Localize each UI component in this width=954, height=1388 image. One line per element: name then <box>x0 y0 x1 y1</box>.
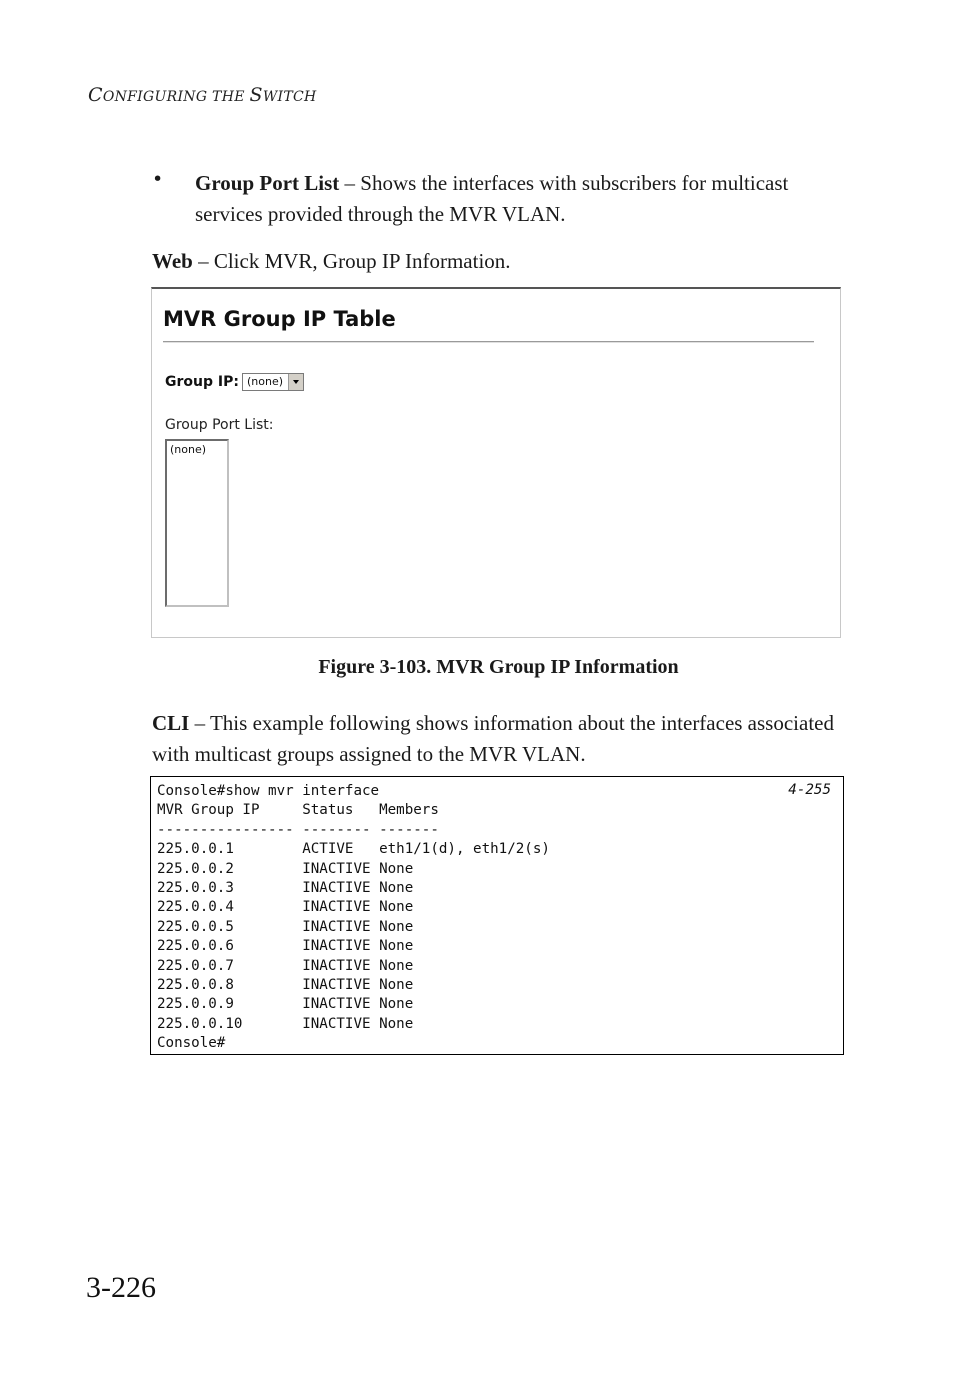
code-lines <box>157 782 550 1054</box>
header-cap-c: C <box>88 84 103 106</box>
code-line: Console# <box>157 1035 226 1052</box>
code-line: 225.0.0.10 INACTIVE None <box>157 1015 414 1032</box>
group-port-list-label: Group Port List: <box>165 417 274 433</box>
figure-title: MVR Group IP Table <box>163 307 396 331</box>
figure-caption: Figure 3-103. MVR Group IP Information <box>318 656 679 678</box>
group-port-list-item[interactable]: (none) <box>170 443 207 456</box>
code-line: 225.0.0.3 INACTIVE None <box>157 880 414 897</box>
bullet-text <box>195 168 855 230</box>
group-ip-selected-value: (none) <box>247 375 284 388</box>
bullet-term: Group Port List <box>195 171 340 195</box>
code-line: 225.0.0.7 INACTIVE None <box>157 957 414 974</box>
command-reference: 4-255 <box>788 782 831 798</box>
header-small-1: ONFIGURING THE <box>102 89 250 105</box>
group-ip-label: Group IP: <box>165 374 239 390</box>
code-line: 225.0.0.4 INACTIVE None <box>157 899 414 916</box>
code-line: 225.0.0.6 INACTIVE None <box>157 938 414 955</box>
code-line: 225.0.0.5 INACTIVE None <box>157 918 414 935</box>
web-label: Web <box>152 249 193 273</box>
code-line: 225.0.0.8 INACTIVE None <box>157 977 414 994</box>
header-small-2: WITCH <box>262 89 317 105</box>
code-line: 225.0.0.9 INACTIVE None <box>157 996 414 1013</box>
web-instruction <box>152 246 511 277</box>
code-line: ---------------- -------- ------- <box>157 821 439 838</box>
cli-instruction <box>152 708 842 770</box>
title-divider <box>163 341 814 343</box>
code-line: 225.0.0.2 INACTIVE None <box>157 860 414 877</box>
cli-label: CLI <box>152 711 190 735</box>
web-text: – Click MVR, Group IP Information. <box>192 249 511 273</box>
bullet-marker: • <box>152 168 164 190</box>
header-cap-s: S <box>249 84 263 106</box>
code-line: 225.0.0.1 ACTIVE eth1/1(d), eth1/2(s) <box>157 841 550 858</box>
chevron-down-icon[interactable] <box>288 374 303 390</box>
mvr-group-ip-table-screenshot <box>151 287 841 638</box>
page-number: 3-226 <box>86 1271 156 1304</box>
group-port-list-box[interactable] <box>165 439 229 607</box>
code-line: MVR Group IP Status Members <box>157 802 439 819</box>
bullet-description: – Shows the interfaces with subscribers for multicast services provided through the MVR VLAN. <box>195 171 789 226</box>
running-header <box>88 84 317 106</box>
cli-code-example <box>150 776 844 1055</box>
cli-text: – This example following shows information about the interfaces associated with multicast groups assigned to the MVR VLAN. <box>152 711 834 766</box>
code-line: Console#show mvr interface <box>157 783 380 799</box>
group-ip-select[interactable] <box>242 373 304 391</box>
